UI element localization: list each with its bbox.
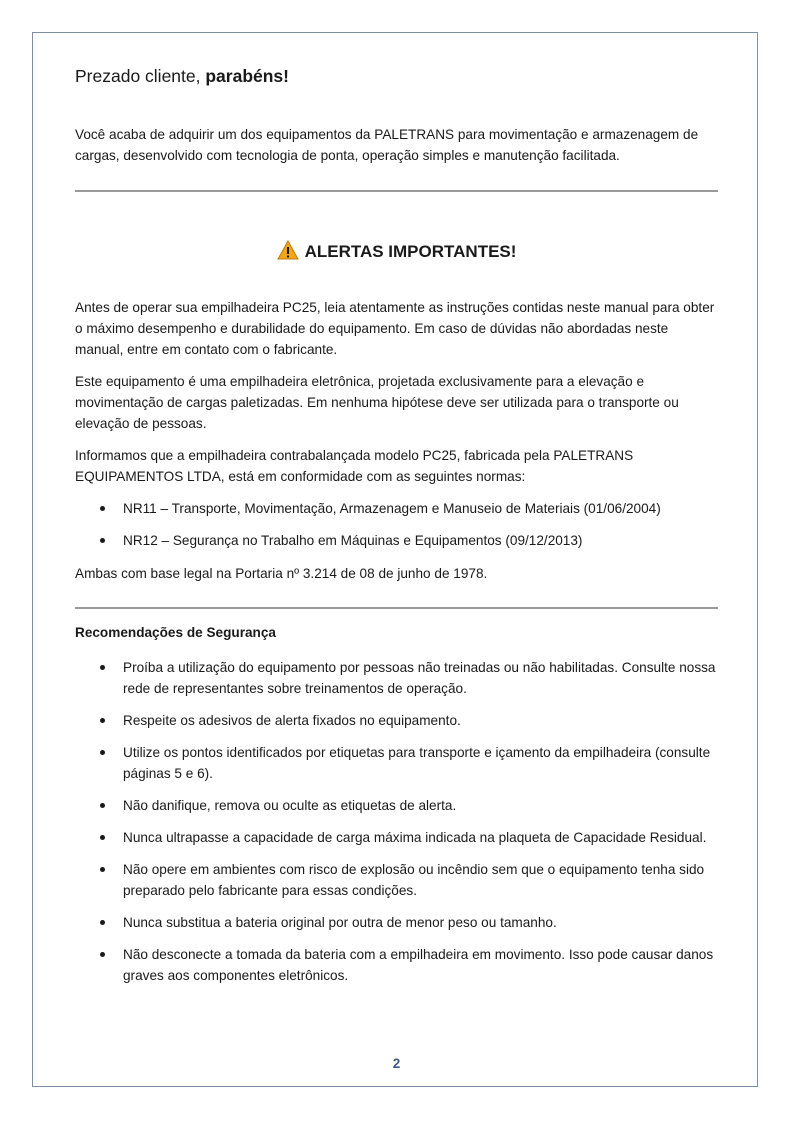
safety-text: Utilize os pontos identificados por etiquetas para transporte e içamento da empilhadeira (consulte páginas 5 e 6). xyxy=(123,745,711,781)
safety-item xyxy=(75,742,720,784)
alerts-title xyxy=(0,240,793,265)
norm-item xyxy=(75,530,720,551)
safety-text: Proíba a utilização do equipamento por pessoas não treinadas ou não habilitadas. Consulte nossa rede de representantes sobre treinamentos de operação. xyxy=(123,660,716,696)
safety-text: Nunca ultrapasse a capacidade de carga máxima indicada na plaqueta de Capacidade Residual. xyxy=(123,830,707,845)
alerts-paragraph-2: Este equipamento é uma empilhadeira eletrônica, projetada exclusivamente para a elevação e movimentação de cargas paletizadas. Em nenhuma hipótese deve ser utilizada para o transporte ou elevação de pessoas. xyxy=(75,374,679,431)
bullet-icon xyxy=(100,506,105,511)
bullet-icon xyxy=(100,538,105,543)
bullet-icon xyxy=(100,718,105,723)
page-number: 2 xyxy=(392,1056,401,1071)
bullet-icon xyxy=(100,665,105,670)
alerts-title-text: ALERTAS IMPORTANTES! xyxy=(304,242,517,261)
safety-heading: Recomendações de Segurança xyxy=(75,625,276,640)
norms-list xyxy=(75,498,720,551)
divider-top xyxy=(75,190,718,192)
safety-item xyxy=(75,795,720,816)
bullet-icon xyxy=(100,750,105,755)
bullet-icon xyxy=(100,803,105,808)
safety-item xyxy=(75,657,720,699)
safety-item xyxy=(75,859,720,901)
legal-basis: Ambas com base legal na Portaria nº 3.214 de 08 de junho de 1978. xyxy=(75,566,488,581)
divider-middle xyxy=(75,607,718,609)
bullet-icon xyxy=(100,920,105,925)
warning-triangle-icon xyxy=(277,240,299,265)
norm-item xyxy=(75,498,720,519)
greeting-emphasis: parabéns! xyxy=(205,66,289,86)
safety-item xyxy=(75,944,720,986)
safety-item xyxy=(75,827,720,848)
bullet-icon xyxy=(100,952,105,957)
safety-text: Não desconecte a tomada da bateria com a empilhadeira em movimento. Isso pode causar danos graves aos componentes eletrônicos. xyxy=(123,947,714,983)
safety-item xyxy=(75,710,720,731)
bullet-icon xyxy=(100,835,105,840)
alerts-paragraph-3: Informamos que a empilhadeira contrabalançada modelo PC25, fabricada pela PALETRANS EQUIPAMENTOS LTDA, está em conformidade com as seguintes normas: xyxy=(75,448,634,484)
greeting xyxy=(75,66,289,87)
safety-text: Não danifique, remova ou oculte as etiquetas de alerta. xyxy=(123,798,457,813)
norm-text: NR12 – Segurança no Trabalho em Máquinas e Equipamentos (09/12/2013) xyxy=(123,533,583,548)
norm-text: NR11 – Transporte, Movimentação, Armazenagem e Manuseio de Materiais (01/06/2004) xyxy=(123,501,661,516)
safety-text: Nunca substitua a bateria original por outra de menor peso ou tamanho. xyxy=(123,915,557,930)
safety-list xyxy=(75,657,720,986)
greeting-prefix: Prezado cliente, xyxy=(75,66,206,86)
bullet-icon xyxy=(100,867,105,872)
safety-item xyxy=(75,912,720,933)
safety-text: Respeite os adesivos de alerta fixados no equipamento. xyxy=(123,713,461,728)
alerts-paragraph-1: Antes de operar sua empilhadeira PC25, leia atentamente as instruções contidas neste manual para obter o máximo desempenho e durabilidade do equipamento. Em caso de dúvidas não abordadas neste manual, entre em contato com o fabricante. xyxy=(75,300,715,357)
safety-text: Não opere em ambientes com risco de explosão ou incêndio sem que o equipamento tenha sido preparado pelo fabricante para essas condições. xyxy=(123,862,705,898)
intro-paragraph: Você acaba de adquirir um dos equipamentos da PALETRANS para movimentação e armazenagem de cargas, desenvolvido com tecnologia de ponta, operação simples e manutenção facilitada. xyxy=(75,127,699,163)
